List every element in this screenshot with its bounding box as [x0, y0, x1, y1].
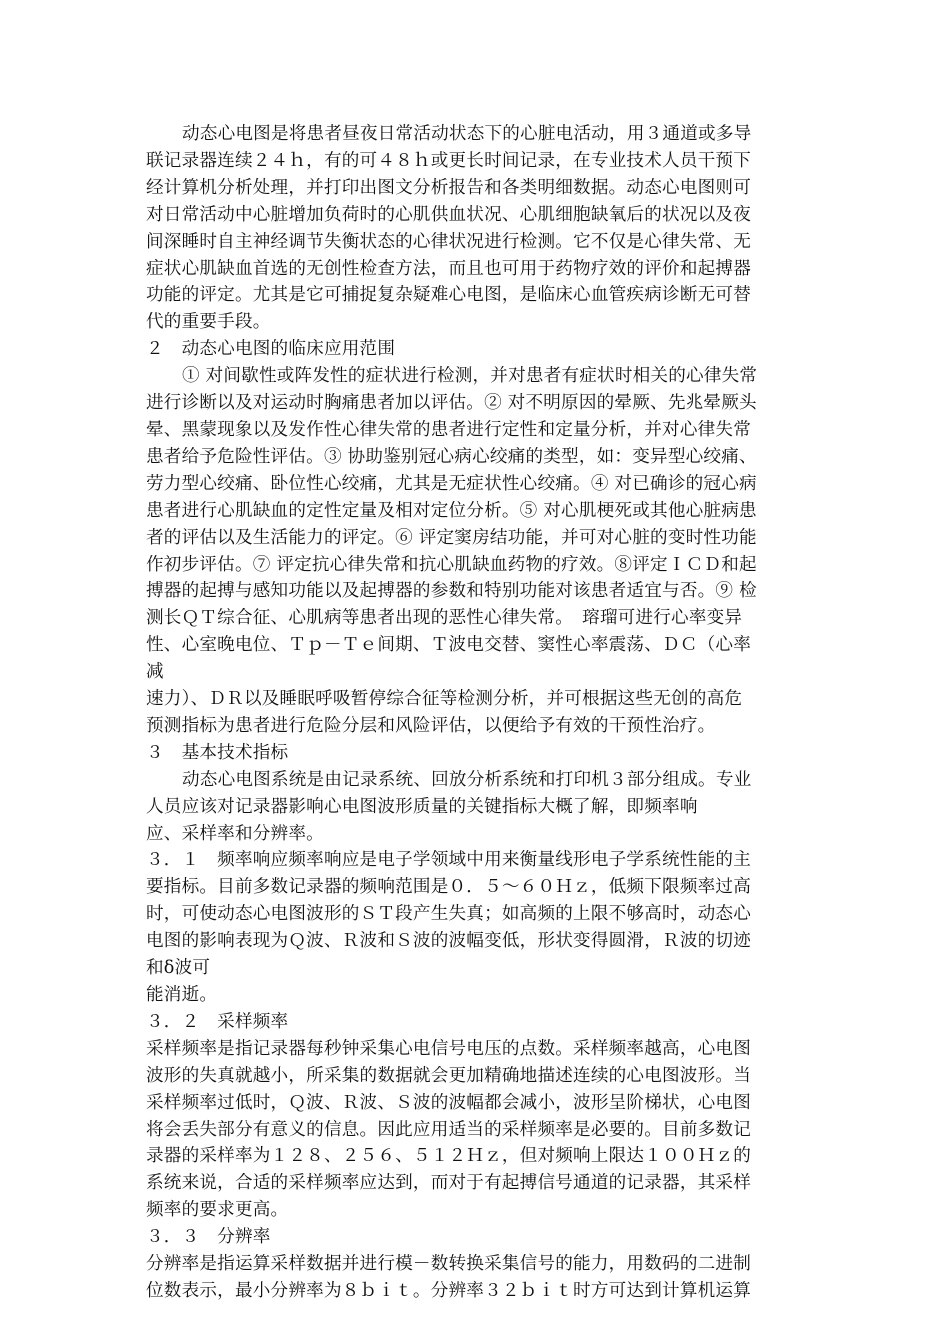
text-line: 录器的采样率为１２８、２５６、５１２Ｈｚ，但对频响上限达１００Ｈｚ的 [146, 1146, 751, 1167]
text-line: 波形的失真就越小，所采集的数据就会更加精确地描述连续的心电图波形。当 [146, 1065, 751, 1086]
text-line: 位数表示，最小分辨率为８ｂｉｔ。分辨率３２ｂｉｔ时方可达到计算机运算 [146, 1280, 751, 1301]
text-line: 动态心电图系统是由记录系统、回放分析系统和打印机３部分组成。专业 [182, 769, 752, 790]
text-line: 对日常活动中心脏增加负荷时的心肌供血状况、心肌细胞缺氧后的状况以及夜 [146, 204, 751, 225]
text-line: 采样频率是指记录器每秒钟采集心电信号电压的点数。采样频率越高，心电图 [146, 1038, 751, 1059]
section-heading [146, 1009, 810, 1036]
text-line: ３．３ 分辨率 [146, 1227, 271, 1248]
section-heading [146, 336, 810, 363]
body-paragraph [146, 1251, 810, 1305]
text-line: 劳力型心绞痛、卧位性心绞痛，尤其是无症状性心绞痛。④ 对已确诊的冠心病 [146, 473, 757, 494]
text-line: 搏器的起搏与感知功能以及起搏器的参数和特别功能对该患者适宜与否。⑨ 检 [146, 581, 757, 602]
text-line: 患者进行心肌缺血的定性定量及相对定位分析。⑤ 对心肌梗死或其他心脏病患 [146, 500, 757, 521]
text-line: 经计算机分析处理，并打印出图文分析报告和各类明细数据。动态心电图则可 [146, 177, 751, 198]
text-line: 分辨率是指运算采样数据并进行模－数转换采集信号的能力，用数码的二进制 [146, 1254, 751, 1275]
text-line: 系统来说，合适的采样频率应达到，而对于有起搏信号通道的记录器，其采样 [146, 1173, 751, 1194]
text-line: 和δ波可 [146, 958, 211, 979]
text-line: 作初步评估。⑦ 评定抗心律失常和抗心肌缺血药物的疗效。⑧评定ＩＣＤ和起 [146, 554, 757, 575]
section-heading [146, 740, 810, 767]
text-line: 性、心室晚电位、Ｔｐ－Ｔｅ间期、Ｔ波电交替、窦性心率震荡、ＤＣ（心率 [146, 635, 751, 656]
text-line: ３ 基本技术指标 [146, 742, 289, 763]
text-line: 能消逝。 [146, 985, 218, 1005]
text-line: ① 对间歇性或阵发性的症状进行检测，并对患者有症状时相关的心律失常 [182, 366, 758, 387]
body-paragraph [146, 363, 810, 740]
text-line: 测长ＱＴ综合征、心肌病等患者出现的恶性心律失常。 瑢瑠可进行心率变异 [146, 608, 743, 629]
text-line: ３．２ 采样频率 [146, 1011, 289, 1032]
text-line: 电图的影响表现为Ｑ波、Ｒ波和Ｓ波的波幅变低，形状变得圆滑，Ｒ波的切迹 [146, 931, 751, 952]
text-line: 者的评估以及生活能力的评定。⑥ 评定窦房结功能，并可对心脏的变时性功能 [146, 527, 757, 548]
text-line: 间深睡时自主神经调节失衡状态的心律状况进行检测。它不仅是心律失常、无 [146, 231, 751, 252]
text-line: 频率的要求更高。 [146, 1200, 289, 1221]
text-line: 速力）、ＤＲ以及睡眠呼吸暂停综合征等检测分析，并可根据这些无创的高危 [146, 689, 743, 710]
text-line: 动态心电图是将患者昼夜日常活动状态下的心脏电活动，用３通道或多导 [182, 124, 752, 144]
text-line: 功能的评定。尤其是它可捕捉复杂疑难心电图，是临床心血管疾病诊断无可替 [146, 285, 751, 306]
text-line: 症状心肌缺血首选的无创性检查方法，而且也可用于药物疗效的评价和起搏器 [146, 258, 751, 279]
body-paragraph [146, 847, 810, 1008]
text-line: ２ 动态心电图的临床应用范围 [146, 339, 396, 360]
text-line: 进行诊断以及对运动时胸痛患者加以评估。② 对不明原因的晕厥、先兆晕厥头 [146, 393, 757, 414]
text-line: 预测指标为患者进行危险分层和风险评估，以便给予有效的干预性治疗。 [146, 715, 716, 736]
text-line: 减 [146, 662, 164, 683]
text-line: 将会丢失部分有意义的信息。因此应用适当的采样频率是必要的。目前多数记 [146, 1119, 751, 1140]
text-line: 患者给予危险性评估。③ 协助鉴别冠心病心绞痛的类型，如：变异型心绞痛、 [146, 446, 757, 467]
document-body [146, 121, 810, 1305]
text-line: 代的重要手段。 [146, 312, 271, 333]
section-heading [146, 1224, 810, 1251]
text-line: 联记录器连续２４ｈ，有的可４８ｈ或更长时间记录，在专业技术人员干预下 [146, 150, 751, 171]
text-line: 应、采样率和分辨率。 [146, 823, 324, 844]
text-line: 晕、黑蒙现象以及发作性心律失常的患者进行定性和定量分析，并对心律失常 [146, 419, 751, 440]
text-line: 采样频率过低时，Ｑ波、Ｒ波、Ｓ波的波幅都会减小，波形呈阶梯状，心电图 [146, 1092, 751, 1113]
text-line: 要指标。目前多数记录器的频响范围是０．５～６０Ｈｚ，低频下限频率过高 [146, 877, 751, 898]
body-paragraph [146, 1036, 810, 1224]
text-line: 人员应该对记录器影响心电图波形质量的关键指标大概了解，即频率响 [146, 796, 698, 817]
body-paragraph [146, 121, 810, 336]
text-line: ３．１ 频率响应频率响应是电子学领域中用来衡量线形电子学系统性能的主 [146, 850, 751, 871]
text-line: 时，可使动态心电图波形的ＳＴ段产生失真；如高频的上限不够高时，动态心 [146, 904, 751, 925]
body-paragraph [146, 767, 810, 848]
